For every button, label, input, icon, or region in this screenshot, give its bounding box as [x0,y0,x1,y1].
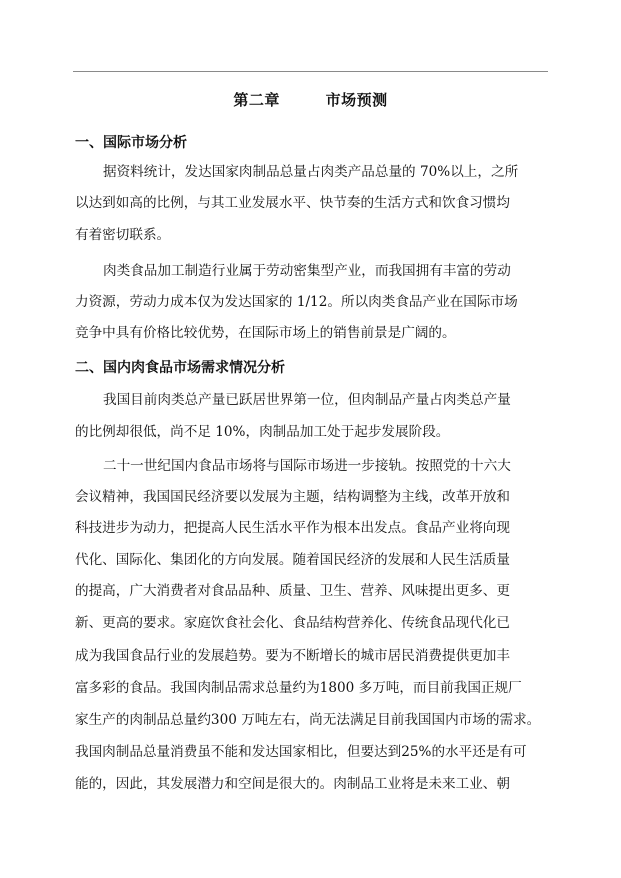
chapter-title: 第二章 市场预测 [233,91,388,109]
paragraph-line: 成为我国食品行业的发展趋势。要为不断增长的城市居民消费提供更加丰 [75,648,510,664]
paragraph-line: 我国肉制品总量消费虽不能和发达国家相比，但要达到25%的水平还是有可 [75,744,527,760]
section-heading: 一、国际市场分析 [75,135,187,151]
paragraph-line: 科技进步为动力，把提高人民生活水平作为根本出发点。食品产业将向现 [75,520,510,536]
paragraph-line: 富多彩的食品。我国肉制品需求总量约为1800 多万吨，而目前我国正规厂 [75,680,522,696]
paragraph-line: 竞争中具有价格比较优势，在国际市场上的销售前景是广阔的。 [75,325,456,341]
paragraph-line: 力资源，劳动力成本仅为发达国家的 1/12。所以肉类食品产业在国际市场 [75,294,518,310]
paragraph-line: 我国目前肉类总产量已跃居世界第一位，但肉制品产量占肉类总产量 [103,392,511,408]
paragraph-line: 二十一世纪国内食品市场将与国际市场进一步接轨。按照党的十六大 [103,458,511,474]
paragraph-line: 以达到如高的比例，与其工业发展水平、快节奏的生活方式和饮食习惯均 [75,195,510,211]
paragraph-line: 据资料统计，发达国家肉制品总量占肉类产品总量的 70%以上，之所 [103,164,519,180]
paragraph-line: 能的，因此，其发展潜力和空间是很大的。肉制品工业将是未来工业、朝 [75,776,510,792]
paragraph-line: 的比例却很低，尚不足 10%，肉制品加工处于起步发展阶段。 [75,424,450,440]
paragraph-line: 有着密切联系。 [75,227,171,243]
paragraph-line: 会议精神，我国国民经济要以发展为主题，结构调整为主线，改革开放和 [75,489,510,505]
header-rule [73,71,548,72]
paragraph-line: 代化、国际化、集团化的方向发展。随着国民经济的发展和人民生活质量 [75,552,510,568]
section-heading: 二、国内肉食品市场需求情况分析 [75,360,285,376]
paragraph-line: 的提高，广大消费者对食品品种、质量、卫生、营养、风味提出更多、更 [75,583,510,599]
paragraph-line: 家生产的肉制品总量约300 万吨左右，尚无法满足目前我国国内市场的需求。 [75,712,541,728]
paragraph-line: 肉类食品加工制造行业属于劳动密集型产业，而我国拥有丰富的劳动 [103,263,511,279]
paragraph-line: 新、更高的要求。家庭饮食社会化、食品结构营养化、传统食品现代化已 [75,615,510,631]
